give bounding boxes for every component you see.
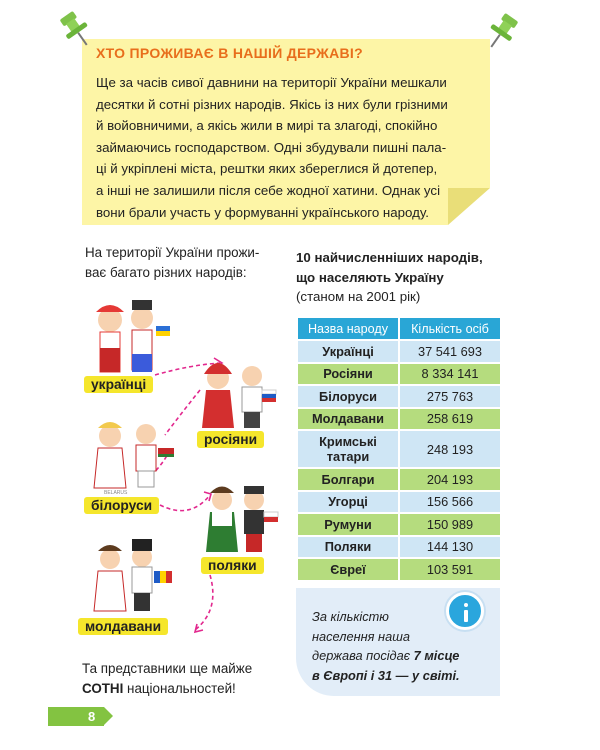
info-line: [312, 646, 502, 666]
column-header-count: Кількість осіб: [399, 317, 501, 340]
russian-couple-illustration: [196, 352, 280, 432]
belarusian-couple-illustration: [80, 410, 180, 495]
ukrainian-couple-illustration: [80, 290, 180, 380]
info-line: населення наша: [312, 628, 410, 644]
cell-count: 103 591: [399, 558, 501, 581]
belarus-flag-text: BELARUS: [104, 490, 128, 495]
footnote: [82, 659, 282, 698]
cell-count: 275 763: [399, 385, 501, 408]
note-line: займаючись господарством. Одні збудували пишні пала-: [96, 139, 447, 155]
note-line: вони брали участь у формуванні українського народу.: [96, 204, 429, 220]
footnote-bold: СОТНІ: [82, 680, 124, 696]
cell-count: 150 989: [399, 513, 501, 536]
info-line: За кількістю: [312, 609, 389, 624]
note-title: ХТО ПРОЖИВАЄ В НАШІЙ ДЕРЖАВІ?: [96, 45, 363, 61]
table-row: [297, 536, 501, 559]
table-heading-line: 10 найчисленніших народів,: [296, 250, 483, 265]
label-moldovans: молдавани: [78, 618, 168, 635]
info-highlight: 7 місце: [413, 648, 460, 664]
footnote-line: Та представники ще майже: [82, 661, 253, 676]
info-text-part: держава посідає: [312, 648, 414, 664]
pushpin-left-icon: [54, 8, 100, 54]
note-line: й войовничими, а якісь жили в мирі та злагоді, спокійно: [96, 118, 438, 134]
info-text: [312, 607, 502, 685]
intro-text: [85, 243, 265, 282]
polish-couple-illustration: [200, 478, 280, 558]
label-poles: поляки: [201, 557, 264, 574]
table-row: [297, 491, 501, 514]
table-row: [297, 385, 501, 408]
cell-name: Молдавани: [297, 408, 399, 431]
cell-name: Кримські татари: [297, 430, 399, 468]
note-line: десятки й сотні різних народів. Якісь із них були грізними: [96, 96, 448, 112]
table-heading-subtitle: (станом на 2001 рік): [296, 289, 421, 304]
cell-name: Євреї: [297, 558, 399, 581]
info-highlight: в Європі і 31 — у світі.: [312, 667, 460, 683]
footnote-rest: національностей!: [123, 680, 236, 696]
cell-name: Українці: [297, 340, 399, 363]
info-line: [312, 666, 502, 686]
cell-name: Угорці: [297, 491, 399, 514]
cell-count: 37 541 693: [399, 340, 501, 363]
note-body: [96, 72, 466, 223]
page-number-arrow: [104, 707, 113, 725]
table-heading: [296, 248, 506, 307]
column-header-nationality: Назва народу: [297, 317, 399, 340]
population-table: [296, 316, 502, 582]
label-russians: росіяни: [197, 431, 264, 448]
intro-line: На території України прожи-: [85, 245, 260, 260]
cell-name: Білоруси: [297, 385, 399, 408]
table-row: [297, 468, 501, 491]
cell-count: 8 334 141: [399, 363, 501, 386]
cell-count: 248 193: [399, 430, 501, 468]
table-row: [297, 340, 501, 363]
moldovan-couple-illustration: [88, 535, 178, 615]
table-row: [297, 558, 501, 581]
cell-name: Поляки: [297, 536, 399, 559]
cell-count: 156 566: [399, 491, 501, 514]
dashed-arrow: [175, 570, 235, 650]
table-row: [297, 513, 501, 536]
page-number: 8: [88, 709, 96, 724]
note-line: а інші не залишили після себе жодної хатини. Однак усі: [96, 182, 441, 198]
cell-name: Росіяни: [297, 363, 399, 386]
cell-name: Румуни: [297, 513, 399, 536]
page-number-bar: [48, 707, 104, 726]
table-row: [297, 430, 501, 468]
cell-name: Болгари: [297, 468, 399, 491]
label-belarusians: білоруси: [84, 497, 159, 514]
table-row: [297, 408, 501, 431]
footnote-line: [82, 679, 282, 699]
intro-line: ває багато різних народів:: [85, 264, 247, 280]
table-row: [297, 363, 501, 386]
pushpin-right-icon: [478, 10, 524, 56]
cell-count: 258 619: [399, 408, 501, 431]
note-line: ці й укріплені міста, рештки яких збереглися й дотепер,: [96, 161, 438, 177]
cell-count: 144 130: [399, 536, 501, 559]
note-line: Ще за часів сивої давнини на території України мешкали: [96, 75, 447, 90]
cell-count: 204 193: [399, 468, 501, 491]
label-ukrainians: українці: [84, 376, 153, 393]
table-heading-line: що населяють Україну: [296, 269, 444, 285]
